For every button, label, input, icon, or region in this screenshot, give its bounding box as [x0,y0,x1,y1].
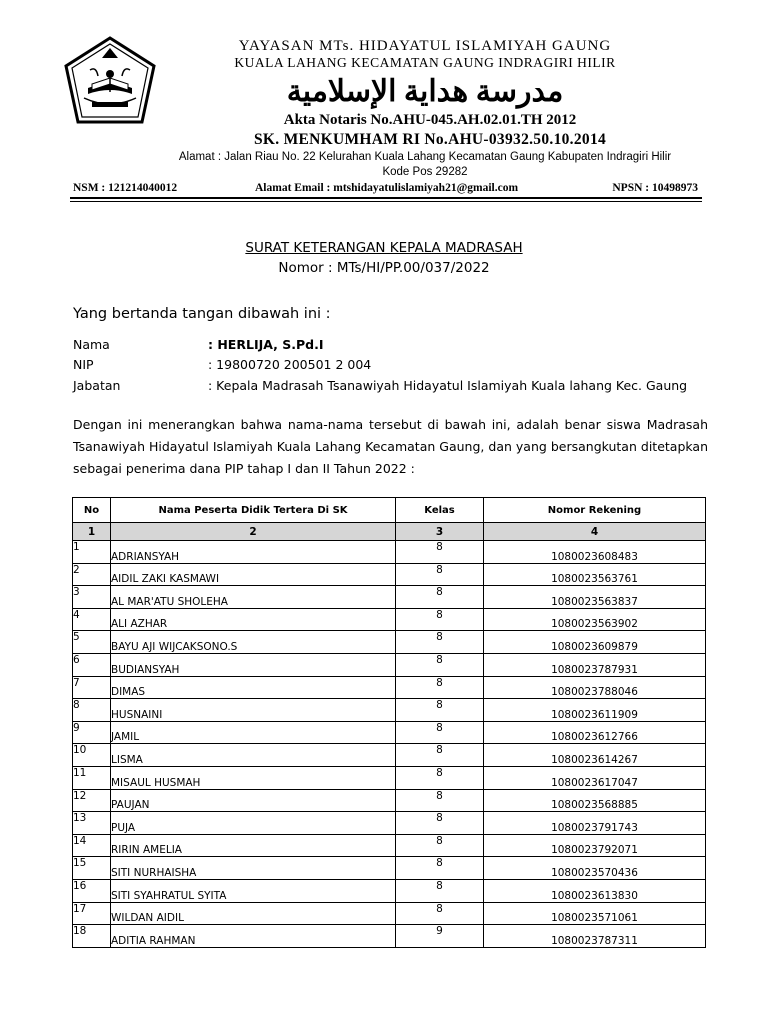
row-number: 10 [73,744,111,767]
row-number: 2 [73,563,111,586]
student-name: DIMAS [111,676,396,699]
account-number: 1080023568885 [484,789,706,812]
signer-position-label: Jabatan [73,378,121,393]
address-line: Alamat : Jalan Riau No. 22 Kelurahan Kuala Lahang Kecamatan Gaung Kabupaten Indragiri Hilir [178,151,672,163]
table-row [73,653,706,676]
column-number: 2 [111,523,396,541]
table-row [73,563,706,586]
row-number: 3 [73,586,111,609]
account-number: 1080023563761 [484,563,706,586]
account-number: 1080023608483 [484,541,706,564]
notary-deed: Akta Notaris No.AHU-045.AH.02.01.TH 2012 [283,112,577,128]
table-row [73,586,706,609]
document-number: Nomor : MTs/HI/PP.00/037/2022 [278,260,490,276]
student-name: ADITIA RAHMAN [111,925,396,948]
npsn-number: NPSN : 10498973 [612,182,698,194]
student-class: 8 [396,744,484,767]
account-number: 1080023611909 [484,699,706,722]
arabic-school-name: مدرسة هداية الإسلامية [286,75,564,108]
row-number: 1 [73,541,111,564]
row-number: 17 [73,902,111,925]
school-location: KUALA LAHANG KECAMATAN GAUNG INDRAGIRI HILIR [234,55,616,70]
table-header-row [73,498,706,523]
account-number: 1080023613830 [484,879,706,902]
row-number: 16 [73,879,111,902]
header-name: Nama Peserta Didik Tertera Di SK [111,498,396,523]
account-number: 1080023609879 [484,631,706,654]
row-number: 14 [73,834,111,857]
row-number: 9 [73,721,111,744]
table-row [73,608,706,631]
student-name: BUDIANSYAH [111,653,396,676]
row-number: 6 [73,653,111,676]
table-row [73,789,706,812]
row-number: 4 [73,608,111,631]
student-class: 8 [396,721,484,744]
account-number: 1080023792071 [484,834,706,857]
signer-position-value: : Kepala Madrasah Tsanawiyah Hidayatul Islamiyah Kuala lahang Kec. Gaung [208,378,688,393]
table-row [73,699,706,722]
student-name: LISMA [111,744,396,767]
column-number: 1 [73,523,111,541]
column-number: 4 [484,523,706,541]
statement-paragraph: Dengan ini menerangkan bahwa nama-nama tersebut di bawah ini, adalah benar siswa Madrasah Tsanawiyah Hidayatul Islamiyah Kuala Lahang Kecamatan Gaung, dan yang bersangkutan ditetapkan sebagai penerima dana PIP tahap I dan II Tahun 2022 : [73,417,708,476]
row-number: 12 [73,789,111,812]
student-name: ALI AZHAR [111,608,396,631]
student-class: 8 [396,857,484,880]
student-name: WILDAN AIDIL [111,902,396,925]
student-class: 8 [396,789,484,812]
student-class: 8 [396,812,484,835]
account-number: 1080023791743 [484,812,706,835]
student-name: PUJA [111,812,396,835]
table-row [73,676,706,699]
student-name: ADRIANSYAH [111,541,396,564]
school-address [160,150,690,180]
student-name: HUSNAINI [111,699,396,722]
account-number: 1080023570436 [484,857,706,880]
nsm-number: NSM : 121214040012 [73,182,178,194]
row-number: 18 [73,925,111,948]
student-name: SITI SYAHRATUL SYITA [111,879,396,902]
header-kelas: Kelas [396,498,484,523]
signer-name-value: : HERLIJA, S.Pd.I [208,337,324,352]
student-class: 8 [396,766,484,789]
row-number: 13 [73,812,111,835]
student-class: 8 [396,541,484,564]
column-number: 3 [396,523,484,541]
account-number: 1080023614267 [484,744,706,767]
row-number: 15 [73,857,111,880]
students-table [72,497,706,948]
header-rekening: Nomor Rekening [484,498,706,523]
student-name: MISAUL HUSMAH [111,766,396,789]
student-name: AIDIL ZAKI KASMAWI [111,563,396,586]
student-class: 8 [396,586,484,609]
row-number: 8 [73,699,111,722]
student-name: BAYU AJI WIJCAKSONO.S [111,631,396,654]
table-row [73,879,706,902]
intro-text: Yang bertanda tangan dibawah ini : [73,306,331,322]
account-number: 1080023571061 [484,902,706,925]
postal-code: Kode Pos 29282 [382,166,468,178]
ministry-logo-icon [62,36,158,126]
student-class: 8 [396,834,484,857]
table-row [73,902,706,925]
foundation-name: YAYASAN MTs. HIDAYATUL ISLAMIYAH GAUNG [238,38,612,54]
table-row [73,721,706,744]
account-number: 1080023787931 [484,653,706,676]
signer-nip-label: NIP [73,357,94,372]
document-title: SURAT KETERANGAN KEPALA MADRASAH [245,240,523,256]
student-class: 8 [396,676,484,699]
column-number-row [73,523,706,541]
table-row [73,925,706,948]
header-no: No [73,498,111,523]
student-name: PAUJAN [111,789,396,812]
account-number: 1080023787311 [484,925,706,948]
table-row [73,541,706,564]
row-number: 11 [73,766,111,789]
table-row [73,834,706,857]
student-name: JAMIL [111,721,396,744]
signer-nip-value: : 19800720 200501 2 004 [208,357,372,372]
school-email: Alamat Email : mtshidayatulislamiyah21@gmail.com [255,182,519,194]
student-class: 8 [396,879,484,902]
student-class: 8 [396,699,484,722]
table-row [73,744,706,767]
account-number: 1080023617047 [484,766,706,789]
letterhead-divider-thin [70,201,702,202]
account-number: 1080023563902 [484,608,706,631]
account-number: 1080023788046 [484,676,706,699]
signer-name-label: Nama [73,337,110,352]
student-class: 8 [396,631,484,654]
letterhead-divider-thick [70,197,702,199]
student-class: 9 [396,925,484,948]
table-row [73,857,706,880]
student-class: 8 [396,653,484,676]
student-name: SITI NURHAISHA [111,857,396,880]
student-class: 8 [396,563,484,586]
row-number: 7 [73,676,111,699]
student-class: 8 [396,608,484,631]
account-number: 1080023563837 [484,586,706,609]
ministry-decree: SK. MENKUMHAM RI No.AHU-03932.50.10.2014 [253,131,607,148]
student-name: RIRIN AMELIA [111,834,396,857]
table-row [73,631,706,654]
table-row [73,766,706,789]
table-row [73,812,706,835]
row-number: 5 [73,631,111,654]
student-class: 8 [396,902,484,925]
student-name: AL MAR'ATU SHOLEHA [111,586,396,609]
account-number: 1080023612766 [484,721,706,744]
